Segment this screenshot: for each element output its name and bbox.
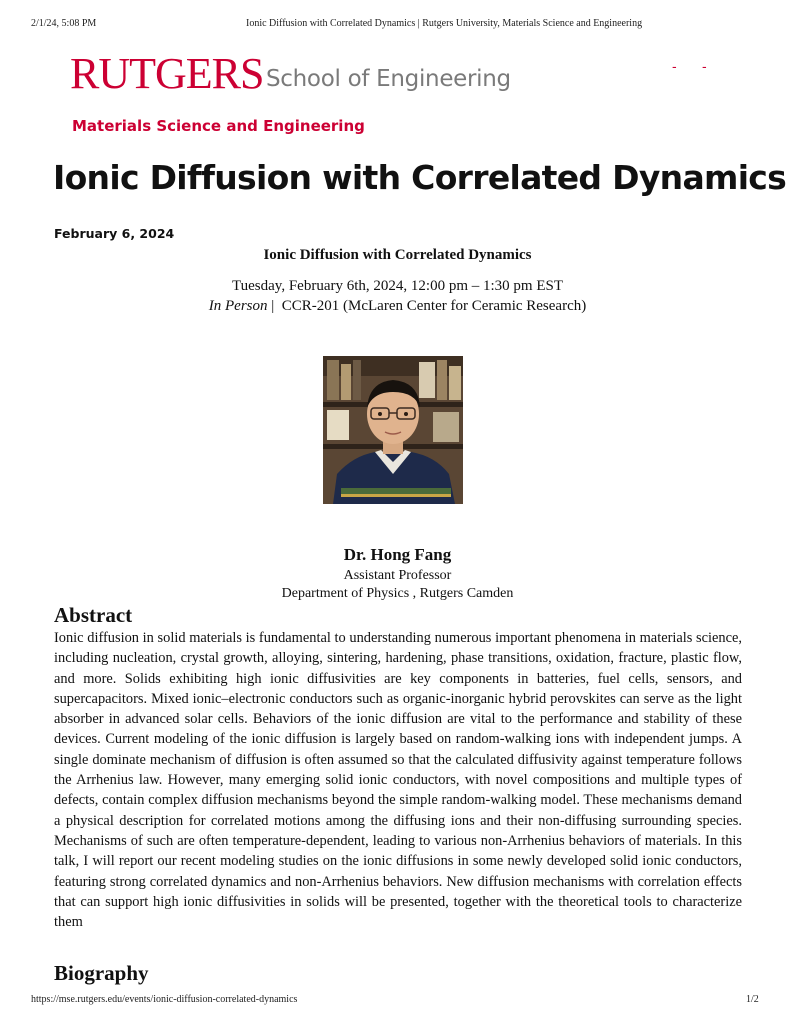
speaker-photo [323, 356, 463, 504]
event-location: CCR-201 (McLaren Center for Ceramic Research) [281, 298, 587, 314]
rutgers-logo[interactable]: RUTGERS [70, 49, 264, 98]
speaker-name: Dr. Hong Fang [343, 545, 452, 564]
event-title: Ionic Diffusion with Correlated Dynamics [263, 247, 532, 263]
abstract-heading: Abstract [54, 603, 133, 627]
page-title: Ionic Diffusion with Correlated Dynamics [53, 158, 787, 197]
print-footer-url: https://mse.rutgers.edu/events/ionic-diffusion-correlated-dynamics [31, 994, 298, 1005]
speaker-role: Assistant Professor [343, 568, 452, 583]
nav-mark-2[interactable]: - [702, 58, 707, 74]
nav-mark-1[interactable]: - [672, 58, 677, 74]
abstract-text: Ionic diffusion in solid materials is fundamental to understanding numerous important phenomena in materials science, including nucleation, crystal growth, alloying, sintering, hardening, phase transitions, oxidation, fracture, plastic flow, and more. Solids exhibiting high ionic diffusivities are key components in batteries, fuel cells, sensors, and supercapacitors. Mixed ionic–electronic conductors such as organic-inorganic hybrid perovskites can serve as the light absorber in advanced solar cells. Behaviors of the ionic diffusion are vital to the performance and stability of these devices. Current modeling of the ionic diffusion is largely based on random-walking ions with independent jumps. A single dominate mechanism of diffusion is often assumed so that the calculated diffusivity against temperature follows the Arrhenius law. However, many emerging solid ionic conductors, with novel compositions and multiple types of defects, contain complex diffusion mechanisms beyond the simple random-walking model. These mechanisms demand a physical description for correlated motions among the diffusing ions and their non-diffusing surrounding species. Mechanisms of such are often temperature-dependent, leading to various non-Arrhenius behaviors of materials. In this talk, I will report our recent modeling studies on the ionic diffusions in some newly developed solid ionic conductors, featuring strong correlated dynamics and non-Arrhenius behaviors. New diffusion mechanisms with correlation effects that can support high ionic diffusivities in solids will be presented, together with the theoretical tools to characterize them [54, 630, 742, 931]
print-datetime: 2/1/24, 5:08 PM [31, 18, 97, 29]
school-of-engineering-label[interactable]: School of Engineering [266, 66, 511, 92]
department-link[interactable]: Materials Science and Engineering [72, 117, 365, 135]
event-time: Tuesday, February 6th, 2024, 12:00 pm – 1:30 pm EST [232, 278, 563, 294]
print-page-number: 1/2 [746, 994, 759, 1005]
location-separator: | [271, 298, 275, 314]
print-page-title: Ionic Diffusion with Correlated Dynamics | Rutgers University, Materials Science and Engineering [246, 18, 643, 29]
event-format: In Person [208, 298, 268, 314]
speaker-affiliation: Department of Physics , Rutgers Camden [281, 586, 514, 601]
biography-heading: Biography [54, 961, 149, 985]
post-date: February 6, 2024 [54, 226, 175, 241]
event-location-line [0, 298, 795, 315]
